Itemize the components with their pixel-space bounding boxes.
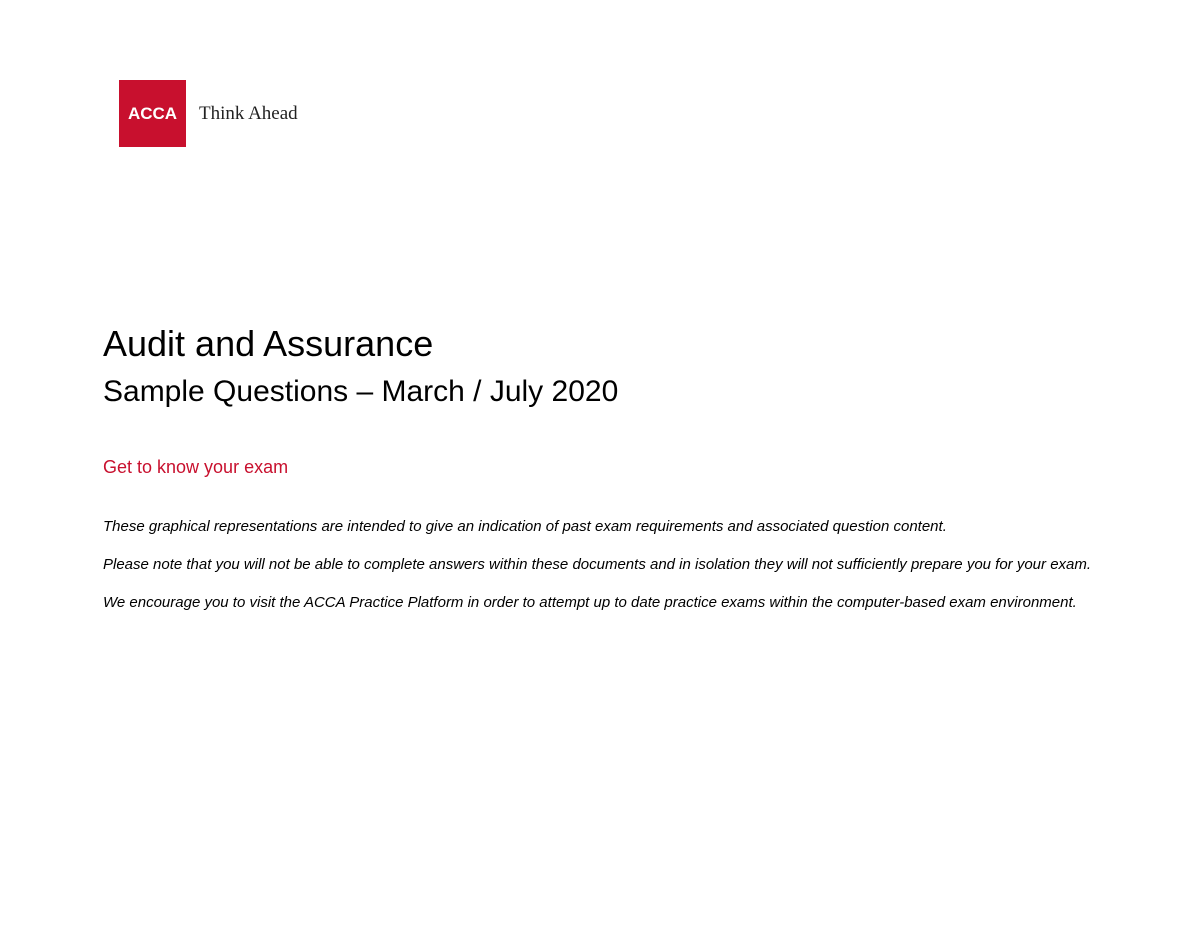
acca-logo (119, 80, 298, 147)
acca-logo-wordmark: ACCA (127, 103, 178, 123)
logo-tagline: Think Ahead (199, 102, 298, 124)
document-subtitle: Sample Questions – March / July 2020 (103, 375, 619, 408)
document-title: Audit and Assurance (103, 323, 434, 364)
intro-text (103, 514, 1098, 628)
acca-logo-box (119, 80, 186, 147)
section-heading: Get to know your exam (103, 457, 289, 477)
paragraph-representations: These graphical representations are intended to give an indication of past exam requirements and associated question content. (103, 518, 947, 535)
paragraph-note: Please note that you will not be able to complete answers within these documents and in isolation they will not sufficiently prepare you for your exam. (103, 556, 1092, 573)
paragraph-encourage: We encourage you to visit the ACCA Practice Platform in order to attempt up to date practice exams within the computer-based exam environment. (103, 594, 1077, 611)
